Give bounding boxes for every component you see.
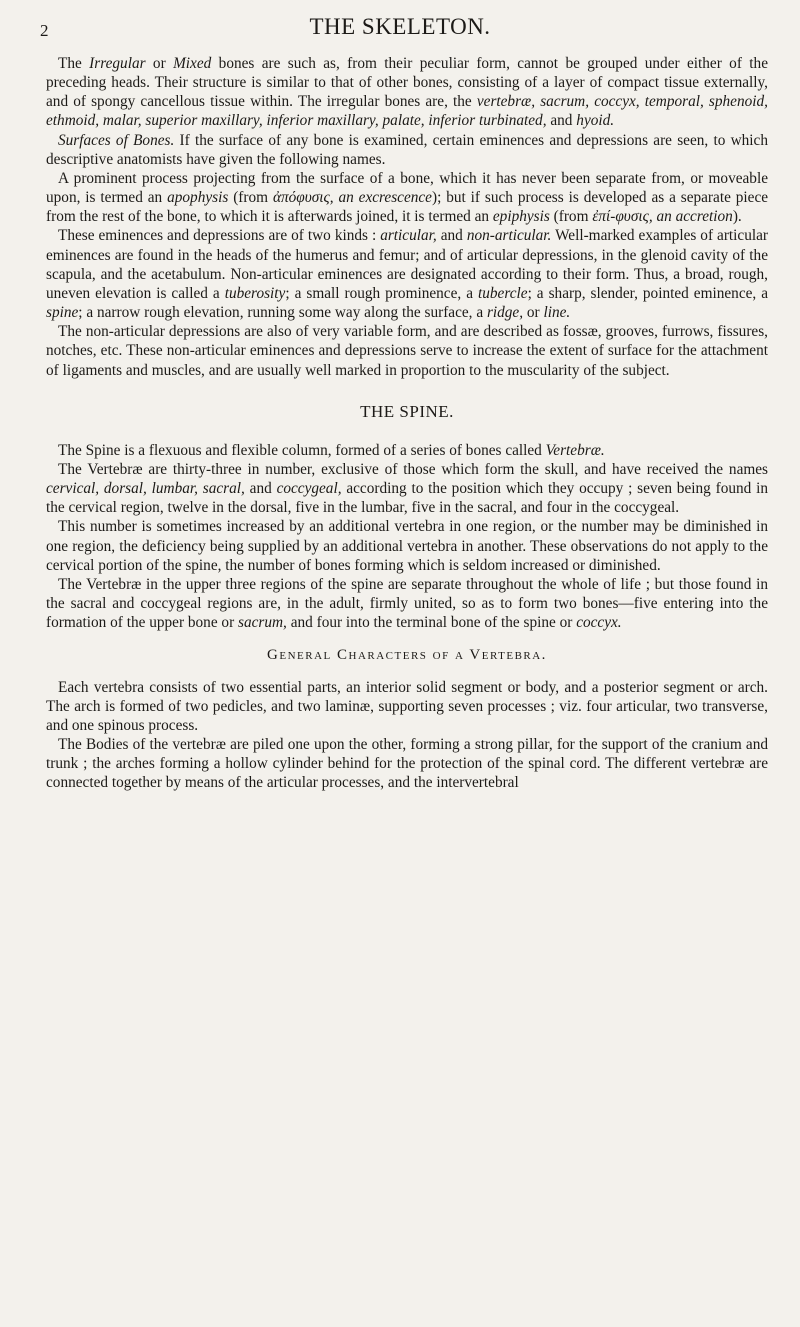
italic-run: Mixed: [173, 55, 212, 72]
italic-run: coccygeal,: [276, 480, 342, 498]
page-number: 2: [40, 21, 49, 40]
text-run: and four into the terminal bone of the spine or: [286, 614, 577, 632]
paragraph: [46, 441, 768, 460]
text-run: or: [523, 304, 544, 322]
text-run: If the surface of any bone is examined, certain eminences and depressions are seen, to which descriptive anatomists have given the following names.: [46, 131, 768, 168]
text-run: The Vertebræ are thirty-three in number, exclusive of those which form the skull, and have received the names: [58, 460, 768, 478]
paragraphs-bones: [46, 54, 768, 380]
paragraph: [46, 169, 768, 226]
subsection-title: General Characters of a Vertebra.: [267, 647, 547, 664]
text-run: Each vertebra consists of two essential parts, an interior solid segment or body, and a posterior segment or arch. The arch is formed of two pedicles, and two laminæ, supporting seven processes ; viz. four articular, two transverse, and one spinous process.: [46, 678, 768, 734]
text-run: according to the position which they occupy ; seven being found in the cervical region, twelve in the dorsal, five in the lumbar, five in the sacral, and four in the coccygeal.: [46, 480, 768, 517]
paragraph: [46, 735, 768, 792]
text-run: The: [58, 55, 90, 72]
text-run: The Bodies of the vertebræ are piled one upon the other, forming a strong pillar, for the support of the cranium and trunk ; the arches forming a hollow cylinder behind for the protection of the spinal cord. The different vertebræ are connected together by means of the articular processes, and the intervertebral: [46, 736, 768, 792]
italic-run: articular,: [380, 227, 437, 245]
text-run: Well-marked examples of articular eminences are found in the heads of the humerus and femur; and of articular depressions, in the glenoid cavity of the scapula, and the acetabulum. Non-articular eminences are designated according to their form. Thus, a broad, rough, uneven elevation is called a: [46, 227, 768, 302]
paragraph: [46, 131, 768, 169]
italic-run: non-articular.: [466, 227, 552, 245]
text-run: The Spine is a flexuous and flexible column, formed of a series of bones called: [58, 441, 546, 459]
italic-run: sacrum,: [238, 614, 287, 632]
italic-run: cervical, dorsal, lumbar, sacral,: [46, 480, 245, 498]
italic-run: Vertebræ.: [545, 441, 605, 459]
italic-run: ridge,: [486, 304, 524, 322]
text-run: These eminences and depressions are of two kinds :: [58, 227, 381, 245]
italic-run: spine: [46, 304, 79, 322]
italic-run: hyoid.: [576, 112, 615, 130]
italic-run: vertebræ, sacrum, coccyx, temporal, sphenoid, ethmoid, malar, superior maxillary, inferior maxillary, palate, inferior turbinated,: [46, 93, 768, 130]
section-title: THE SPINE.: [360, 401, 454, 421]
italic-run: ἀπόφυσις, an excrescence: [272, 189, 432, 207]
italic-run: epiphysis: [492, 208, 550, 226]
text-run: This number is sometimes increased by an additional vertebra in one region, or the number may be diminished in one region, the deficiency being supplied by an additional vertebra in another. These observations do not apply to the cervical portion of the spine, the number of bones forming which is seldom increased or diminished.: [46, 518, 768, 574]
text-run: and: [546, 112, 577, 130]
text-run: (from: [228, 189, 273, 207]
paragraph: [46, 54, 768, 131]
text-run: ); but if such process is developed as a separate piece from the rest of the bone, to which it is afterwards joined, it is termed an: [46, 189, 769, 226]
text-run: and: [436, 227, 467, 245]
italic-run: tuberosity: [224, 284, 286, 302]
text-run: ; a narrow rough elevation, running some way along the surface, a: [78, 304, 487, 322]
paragraph: [46, 460, 768, 517]
paragraphs-vertebra: [46, 678, 768, 793]
paragraph: [46, 517, 768, 574]
text-run: The Vertebræ in the upper three regions of the spine are separate throughout the whole of life ; but those found in the sacral and coccygeal regions are, in the adult, firmly united, so as to form two bones—five entering into the formation of the upper bone or: [46, 575, 768, 632]
text-run: ; a sharp, slender, pointed eminence, a: [527, 284, 768, 302]
text-run: ; a small rough prominence, a: [285, 284, 478, 302]
italic-run: apophysis: [167, 189, 229, 207]
italic-run: line.: [543, 304, 571, 322]
text-run: ).: [732, 208, 742, 226]
text-run: A prominent process projecting from the surface of a bone, which it has never been separate from, or moveable upon, is termed an: [46, 169, 768, 207]
paragraph: [46, 322, 768, 379]
italic-run: tubercle: [478, 284, 528, 302]
paragraph: [46, 678, 768, 735]
text-run: The non-articular depressions are also of very variable form, and are described as fossæ, grooves, furrows, fissures, notches, etc. These non-articular eminences and depressions serve to increase the extent of surface for the attachment of ligaments and muscles, and are usually well marked in proportion to the muscularity of the subject.: [46, 323, 768, 379]
text-run: or: [145, 55, 174, 72]
text-run: and: [244, 480, 277, 498]
page-header: [0, 8, 800, 48]
italic-run: Surfaces of Bones.: [58, 131, 175, 149]
running-head: THE SKELETON.: [309, 14, 491, 39]
italic-run: ἐπί-φυσις, an accretion: [592, 208, 733, 226]
paragraphs-spine: [46, 441, 768, 633]
text-run: bones are such as, from their peculiar form, cannot be grouped under either of the preceding heads. Their structure is similar to that of other bones, consisting of a layer of compact tissue externally, and of spongy cancellous tissue within. The irregular bones are, the: [46, 55, 768, 111]
italic-run: coccyx.: [576, 614, 622, 632]
paragraph: [46, 226, 768, 322]
page-body: [46, 54, 768, 792]
paragraph: [46, 575, 768, 632]
italic-run: Irregular: [89, 55, 146, 72]
text-run: (from: [549, 208, 593, 226]
